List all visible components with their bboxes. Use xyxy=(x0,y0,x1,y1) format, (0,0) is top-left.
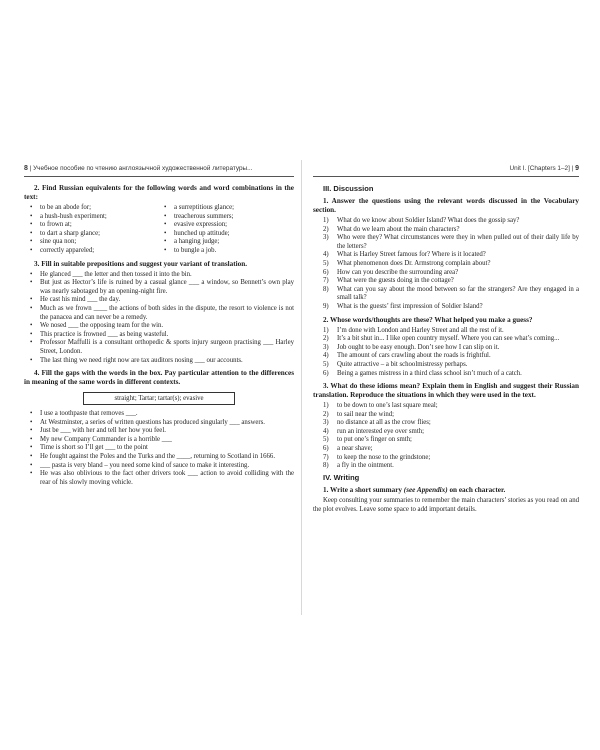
list-item xyxy=(323,370,579,379)
item-text: Job ought to be easy enough. Don’t see how I can slip on it. xyxy=(337,343,500,351)
section-writing-title: IV. Writing xyxy=(323,472,360,482)
prepositions-list xyxy=(24,271,294,366)
list-item xyxy=(323,352,579,361)
item-text: What do we know about Soldier Island? What does the gossip say? xyxy=(337,217,520,224)
right-page xyxy=(313,165,579,610)
list-item: • to frown at; xyxy=(30,221,160,230)
item-number: 1) xyxy=(323,402,329,410)
item-number: 5) xyxy=(323,360,329,368)
writing-task-1-heading xyxy=(313,486,579,495)
left-page-header xyxy=(24,165,294,177)
item-number: 4) xyxy=(323,251,329,259)
list-item xyxy=(323,260,579,269)
list-item: • evasive expression; xyxy=(164,221,294,230)
list-item xyxy=(323,428,579,437)
item-number: 2) xyxy=(323,335,329,343)
item-text: a fly in the ointment. xyxy=(337,462,394,470)
list-item xyxy=(323,234,579,251)
book-title: Учебное пособие по чтению англоязычной художественной литературы... xyxy=(33,165,253,172)
discussion-task-2-heading: 2. Whose words/thoughts are these? What helped you make a guess? xyxy=(323,315,533,324)
list-item xyxy=(323,419,579,428)
list-item: • a hanging judge; xyxy=(164,238,294,247)
header-divider: | xyxy=(29,165,34,172)
appendix-reference: (see Appendix) xyxy=(403,485,448,494)
item-text: Quite attractive – a bit schoolmistressy perhaps. xyxy=(337,360,468,368)
list-item xyxy=(323,462,579,471)
item-text: What were the guests doing in the cottage? xyxy=(337,277,454,285)
list-item: • He cast his mind ___ the day. xyxy=(30,296,294,305)
item-number: 3) xyxy=(323,343,329,351)
item-number: 2) xyxy=(323,225,329,233)
page-gutter xyxy=(301,160,302,615)
list-item xyxy=(323,445,579,454)
list-item xyxy=(323,436,579,445)
unit-title: Unit I. [Chapters 1–2] xyxy=(509,165,570,172)
list-item xyxy=(323,269,579,278)
item-number: 4) xyxy=(323,352,329,360)
item-text: to put one’s finger on smth; xyxy=(337,436,412,444)
item-number: 3) xyxy=(323,234,329,242)
list-item: • treacherous summers; xyxy=(164,213,294,222)
item-text: to be down to one’s last square meal; xyxy=(337,402,438,410)
item-text: What can you say about the mood between so far the strangers? Are they engaged in a small talk? xyxy=(337,285,579,302)
list-item: • I use a toothpaste that removes ___. xyxy=(30,410,294,419)
item-text: to keep the nose to the grindstone; xyxy=(337,453,431,461)
writing-instructions: Keep consulting your summaries to remember the main characters’ stories as you read on and the plot evolves. Leave some space to add important details. xyxy=(313,496,579,513)
list-item xyxy=(323,286,579,303)
list-item: • He glanced ___ the letter and then tossed it into the bin. xyxy=(30,271,294,280)
item-number: 3) xyxy=(323,419,329,427)
list-item: • a hush-hush experiment; xyxy=(30,213,160,222)
list-item xyxy=(323,277,579,286)
item-number: 4) xyxy=(323,427,329,435)
item-text: to sail near the wind; xyxy=(337,410,395,418)
list-item xyxy=(323,344,579,353)
item-text: Being a games mistress in a third class school isn’t much of a catch. xyxy=(337,369,522,377)
item-number: 7) xyxy=(323,277,329,285)
item-text: no distance at all as the crow flies; xyxy=(337,419,431,427)
list-item: • Just be ___ with her and tell her how you feel. xyxy=(30,427,294,436)
list-item: • to be an abode for; xyxy=(30,204,160,213)
item-text: What is the guests’ first impression of Soldier Island? xyxy=(337,302,483,310)
item-text: What phenomenon does Dr. Armstrong complain about? xyxy=(337,259,491,267)
list-item: • correctly appareled; xyxy=(30,247,160,256)
list-item: • Professor Maffulli is a consultant orthopedic & sports injury surgeon practising ___ Harley Street, London. xyxy=(30,339,294,356)
list-item xyxy=(323,303,579,312)
item-text: It’s a bit shut in... I like open country myself. Where you can see what’s coming... xyxy=(337,335,560,343)
list-item xyxy=(323,327,579,336)
gap-fill-list xyxy=(24,410,294,487)
list-item: • Much as we frown ____ the actions of both sides in the dispute, the resort to violence is not the panacea and can never be a remedy. xyxy=(30,305,294,322)
word-box: straight; Tartar; tartar(s); evasive xyxy=(83,392,235,405)
task-text: on each character. xyxy=(447,485,506,494)
item-number: 6) xyxy=(323,445,329,453)
list-item xyxy=(323,335,579,344)
item-number: 8) xyxy=(323,462,329,470)
quotes-list xyxy=(313,327,579,379)
list-item: • Time is short so I’ll get ___ to the point xyxy=(30,444,294,453)
page-number: 8 xyxy=(24,165,28,172)
item-number: 1) xyxy=(323,217,329,224)
list-item: • ___ pasta is very bland – you need some kind of sauce to make it interesting. xyxy=(30,462,294,471)
item-number: 1) xyxy=(323,326,329,334)
task-2-heading: 2. Find Russian equivalents for the following words and word combinations in the text: xyxy=(24,184,294,201)
list-item: • to dart a sharp glance; xyxy=(30,230,160,239)
list-item xyxy=(323,226,579,235)
list-item: • hunched up attitude; xyxy=(164,230,294,239)
list-item: • He fought against the Poles and the Turks and the ____, returning to Scotland in 1666. xyxy=(30,453,294,462)
list-item: • He was also oblivious to the fact other drivers took ___ action to avoid colliding with the rear of his slowly moving vehicle. xyxy=(30,470,294,487)
discussion-task-3-heading: 3. What do these idioms mean? Explain them in English and suggest their Russian translation. Reproduce the situations in which they were used in the text. xyxy=(313,382,579,400)
list-item: • But just as Hector’s life is ruined by a casual glance ___ a window, so Bennett’s own play was nearly sabotaged by an opening-night fire. xyxy=(30,279,294,296)
list-item xyxy=(323,402,579,411)
list-item xyxy=(323,361,579,370)
item-text: a near shave; xyxy=(337,445,373,453)
right-page-header xyxy=(313,165,579,177)
list-item: • a surreptitious glance; xyxy=(164,204,294,213)
item-number: 5) xyxy=(323,436,329,444)
item-text: run an interested eye over smth; xyxy=(337,427,425,435)
list-item xyxy=(323,217,579,226)
list-item xyxy=(323,454,579,463)
item-number: 5) xyxy=(323,259,329,267)
item-text: I’m done with London and Harley Street and all the rest of it. xyxy=(337,326,504,334)
list-item: • At Westminster, a series of written questions has produced singularly ___ answers. xyxy=(30,419,294,428)
questions-list xyxy=(313,217,579,312)
list-item: • We nosed ___ the opposing team for the win. xyxy=(30,322,294,331)
left-page xyxy=(24,165,294,610)
item-text: What do we learn about the main characters? xyxy=(337,225,460,233)
page-number: 9 xyxy=(575,165,579,172)
list-item: • My new Company Commander is a horrible ___ xyxy=(30,436,294,445)
header-divider: | xyxy=(571,165,576,172)
item-text: What is Harley Street famous for? Where is it located? xyxy=(337,251,486,259)
idioms-list xyxy=(313,402,579,471)
list-item: • to bungle a job. xyxy=(164,247,294,256)
discussion-task-1-heading: 1. Answer the questions using the relevant words discussed in the Vocabulary section. xyxy=(313,197,579,214)
task-text: 1. Write a short summary xyxy=(323,485,404,494)
item-number: 6) xyxy=(323,369,329,377)
task-3-heading: 3. Fill in suitable prepositions and suggest your variant of translation. xyxy=(34,259,247,268)
list-item: • This practice is frowned ___ as being wasteful. xyxy=(30,331,294,340)
item-number: 8) xyxy=(323,285,329,293)
item-number: 6) xyxy=(323,268,329,276)
item-text: How can you describe the surrounding area? xyxy=(337,268,459,276)
item-text: Who were they? What circumstances were they in when pulled out of their daily life by the letters? xyxy=(337,234,579,250)
item-number: 9) xyxy=(323,302,329,310)
list-item: • The last thing we need right now are tax auditors nosing ___ our accounts. xyxy=(30,357,294,366)
task-4-heading: 4. Fill the gaps with the words in the box. Pay particular attention to the differences in meaning of the same words in different contexts. xyxy=(24,369,294,387)
word-combinations-list xyxy=(24,204,294,256)
item-number: 2) xyxy=(323,410,329,418)
item-text: The amount of cars crawling about the roads is frightful. xyxy=(337,352,491,360)
section-discussion-title: III. Discussion xyxy=(323,184,374,193)
list-item xyxy=(323,251,579,260)
list-item xyxy=(323,411,579,420)
item-number: 7) xyxy=(323,453,329,461)
list-item: • sine qua non; xyxy=(30,238,160,247)
